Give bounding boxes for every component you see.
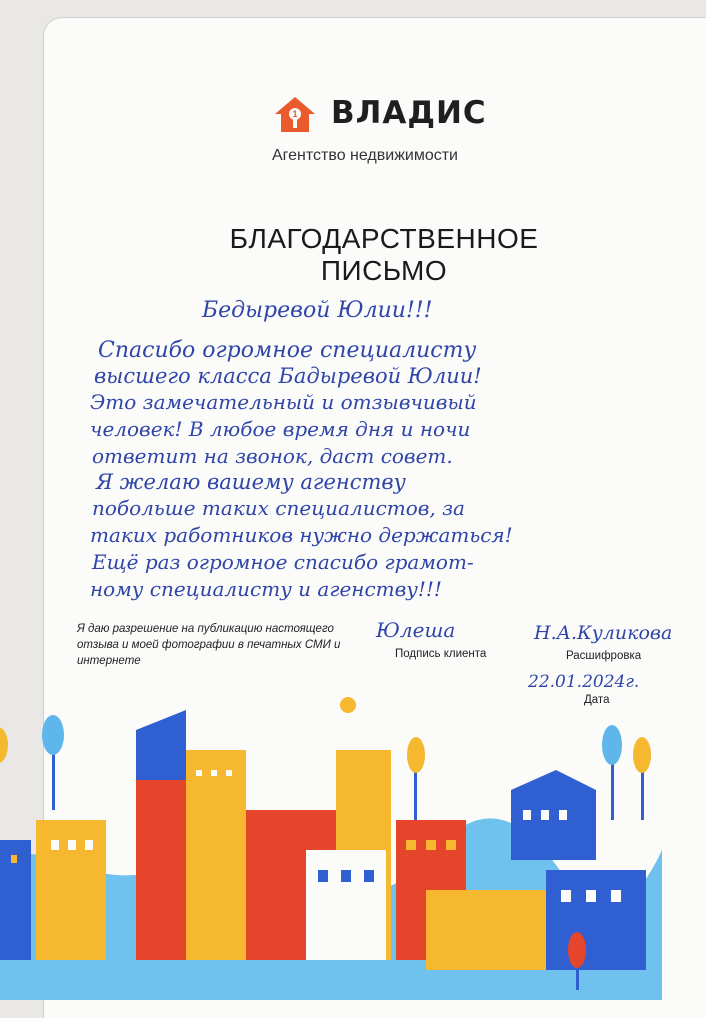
- logo-digit: 1: [292, 109, 298, 119]
- city-illustration: [0, 690, 662, 1000]
- letter-salutation: Бедыревой Юлии!!!: [202, 298, 433, 323]
- letter-line: ному специалисту и агенству!!!: [90, 577, 442, 601]
- letter-line: Это замечательный и отзывчивый: [90, 390, 477, 414]
- letter-line: человек! В любое время дня и ночи: [90, 417, 471, 441]
- tree-icon: [0, 727, 8, 810]
- tree-icon: [633, 737, 651, 820]
- publication-consent: Я даю разрешение на публикацию настоящего отзыва и моей фотографии в печатных СМИ и интернете: [77, 623, 341, 667]
- letter-line: Ещё раз огромное спасибо грамот-: [92, 550, 474, 574]
- tree-icon: [407, 737, 425, 820]
- sun-icon: [340, 697, 356, 713]
- building-icon: [511, 770, 596, 860]
- company-logo: [273, 94, 533, 134]
- building-icon: [246, 750, 391, 960]
- date-value: 22.01.2024г.: [528, 672, 640, 692]
- decoding-value: Н.А.Куликова: [534, 622, 673, 644]
- letter-line: Я желаю вашему агенству: [96, 470, 406, 494]
- building-icon: [36, 820, 106, 960]
- letter-line: таких работников нужно держаться!: [90, 523, 513, 547]
- client-signature: Юлеша: [376, 618, 456, 642]
- letter-line: ответит на звонок, даст совет.: [92, 444, 453, 468]
- letter-line: Спасибо огромное специалисту: [98, 338, 477, 363]
- letter-title: [44, 223, 706, 287]
- letter-line: побольше таких специалистов, за: [92, 496, 465, 520]
- house-key-icon: [273, 94, 317, 134]
- date-label: Дата: [584, 694, 610, 706]
- tree-icon: [42, 715, 64, 810]
- title-line-1: БЛАГОДАРСТВЕННОЕ: [229, 223, 539, 254]
- tree-icon: [602, 725, 622, 820]
- letter-line: высшего класса Бадыревой Юлии!: [94, 364, 482, 388]
- title-line-2: ПИСЬМО: [320, 255, 448, 286]
- client-signature-label: Подпись клиента: [395, 648, 487, 660]
- building-icon: [0, 840, 31, 960]
- brand-tagline: Агентство недвижимости: [272, 147, 458, 164]
- decoding-label: Расшифровка: [566, 650, 642, 662]
- brand-name: ВЛАДИС: [331, 95, 487, 131]
- building-icon: [136, 710, 246, 960]
